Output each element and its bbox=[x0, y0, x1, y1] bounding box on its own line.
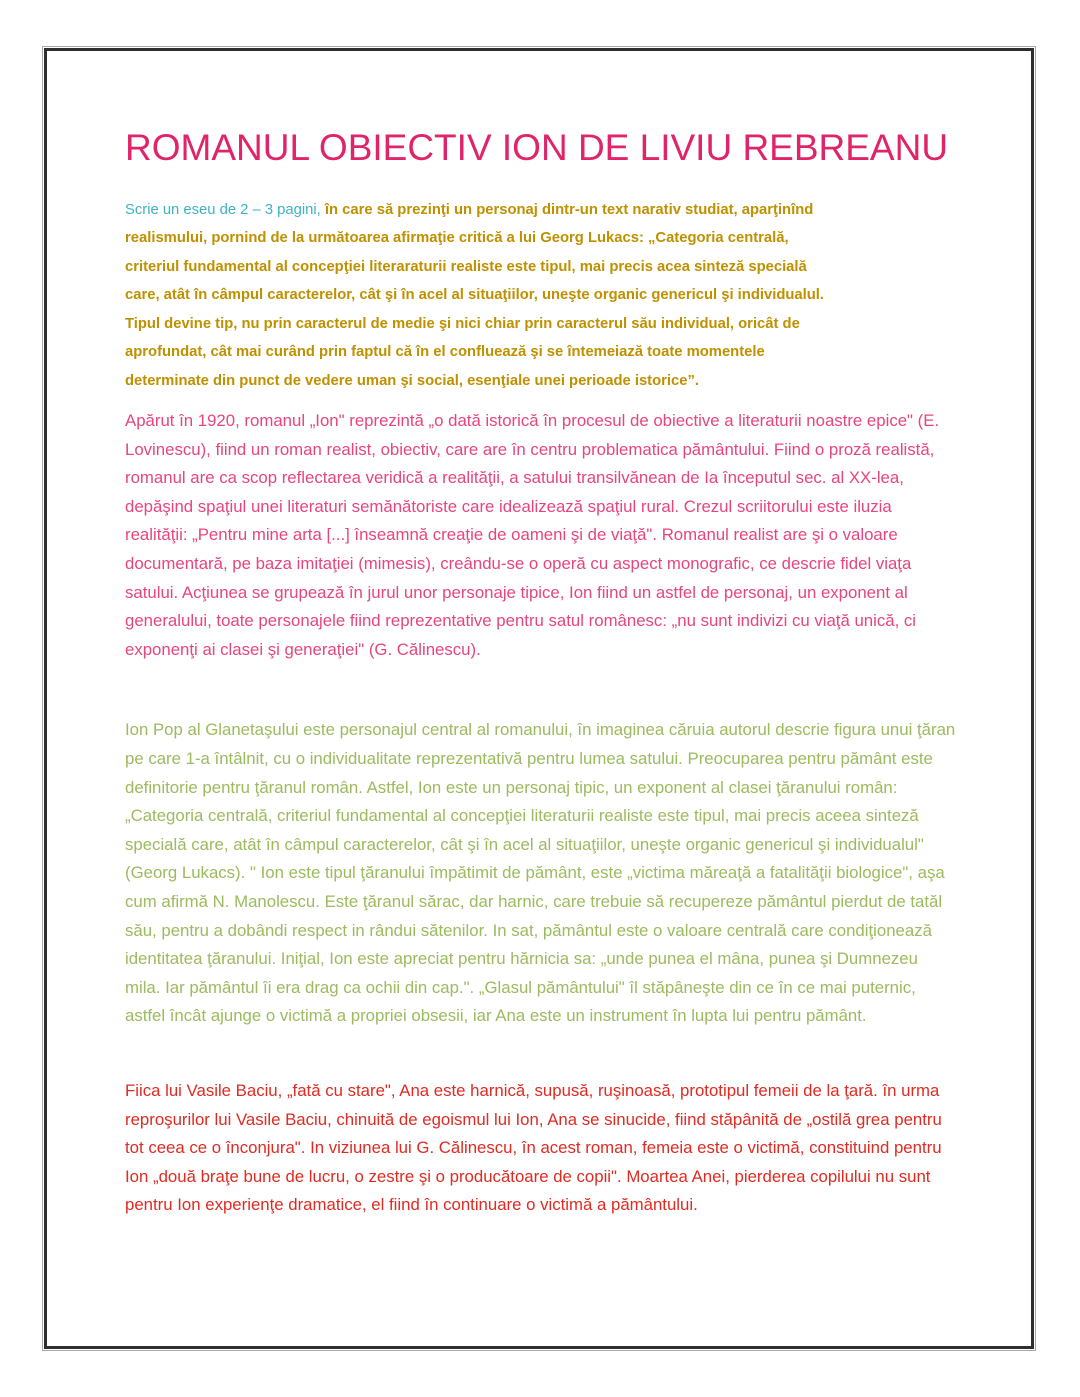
document-content bbox=[47, 51, 1031, 1220]
paragraph-novel-context: Apărut în 1920, romanul „Ion" reprezintă „o dată istorică în procesul de obiective a literaturii noastre epice" (E. Lovinescu), fiind un roman realist, obiectiv, care are în centru problematica pământului. Fiind o proză realistă, romanul are ca scop reflectarea veridică a realităţii, a satului transilvănean de Ia începutul sec. al XX-lea, depăşind spaţiul unei literaturi semănătoriste care idealizează spaţiul rural. Crezul scriitorului este iluzia realităţii: „Pentru mine arta [...] înseamnă creaţie de oameni şi de viaţă". Romanul realist are şi o valoare documentară, pe baza imitaţiei (mimesis), creându-se o operă cu aspect monografic, ce descrie fidel viaţa satului. Acţiunea se grupează în jurul unor personaje tipice, Ion fiind un astfel de personaj, un exponent al generalului, toate personajele fiind reprezentative pentru satul românesc: „nu sunt indivizi cu viaţă unică, ci exponenţi ai clasei şi generaţiei" (G. Călinescu). bbox=[125, 411, 940, 659]
paragraph-ana-analysis: Fiica lui Vasile Baciu, „fată cu stare", Ana este harnică, supusă, ruşinoasă, prototipul femeii de la ţară. în urma reproşurilor lui Vasile Baciu, chinuită de egoismul lui Ion, Ana se sinucide, fiind stăpânită de „ostilă grea pentru tot ceea ce o înconjura". In viziunea lui G. Călinescu, în acest roman, femeia este o victimă, constituind pentru Ion „două braţe bune de lucru, o zestre şi o producătoare de copii". Moartea Anei, pierderea copilului nu sunt pentru Ion experienţe dramatice, el fiind în continuare o victimă a pământului. bbox=[125, 1080, 942, 1215]
essay-prompt-quote: în care să prezinţi un personaj dintr-un text narativ studiat, aparţinînd realismului, pornind de la următoarea afirmaţie critică a lui Georg Lukacs: „Categoria centrală, criteriul fundamental al concepţiei literaraturii realiste este tipul, mai precis acea sinteză specială care, atât în câmpul caracterelor, cât şi în acel al situaţiilor, uneşte organic genericul şi individualul. Tipul devine tip, nu prin caracterul de medie şi nici chiar prin caracterul său individual, oricât de aprofundat, cât mai curând prin faptul că în el confluează şi se întemeiază toate momentele determinate din punct de vedere uman şi social, esenţiale unei perioade istorice”. bbox=[125, 201, 824, 389]
paragraph-ion-analysis: Ion Pop al Glanetaşului este personajul central al romanului, în imaginea căruia autorul descrie figura unui ţăran pe care 1-a întâlnit, cu o individualitate reprezentativă pentru lumea satului. Preocuparea pentru pământ este definitorie pentru ţăranul român. Astfel, Ion este un personaj tipic, un exponent al clasei ţăranului român: „Categoria centrală, criteriul fundamental al concepţiei literaturii realiste este tipul, mai precis aceea sinteză specială care, atât în câmpul caracterelor, cât şi în acel al situaţiilor, uneşte organic genericul şi individualul" (Georg Lukacs). " Ion este tipul ţăranului împătimit de pământ, este „victima măreaţă a fatalităţii biologice", aşa cum afirmă N. Manolescu. Este ţăranul sărac, dar harnic, care trebuie să recupereze pământul pierdut de tatăl său, pentru a dobândi respect in rândui sătenilor. In sat, pământul este o valoare centrală care condiţionează identitatea ţăranului. Iniţial, Ion este apreciat pentru hărnicia sa: „unde punea el mâna, punea şi Dumnezeu mila. Iar pământul îi era drag ca ochii din cap.". „Glasul pământului" îl stăpâneşte din ce în ce mai puternic, astfel încât ajunge o victimă a propriei obsesii, iar Ana este un instrument în lupta lui pentru pământ. bbox=[125, 720, 956, 1026]
essay-prompt-paragraph bbox=[125, 196, 831, 396]
document-title: ROMANUL OBIECTIV ION DE LIVIU REBREANU bbox=[125, 127, 949, 168]
essay-prompt-intro: Scrie un eseu de 2 – 3 pagini, bbox=[125, 201, 325, 218]
page-border-inner bbox=[44, 48, 1034, 1349]
page-border-frame bbox=[42, 46, 1036, 1351]
